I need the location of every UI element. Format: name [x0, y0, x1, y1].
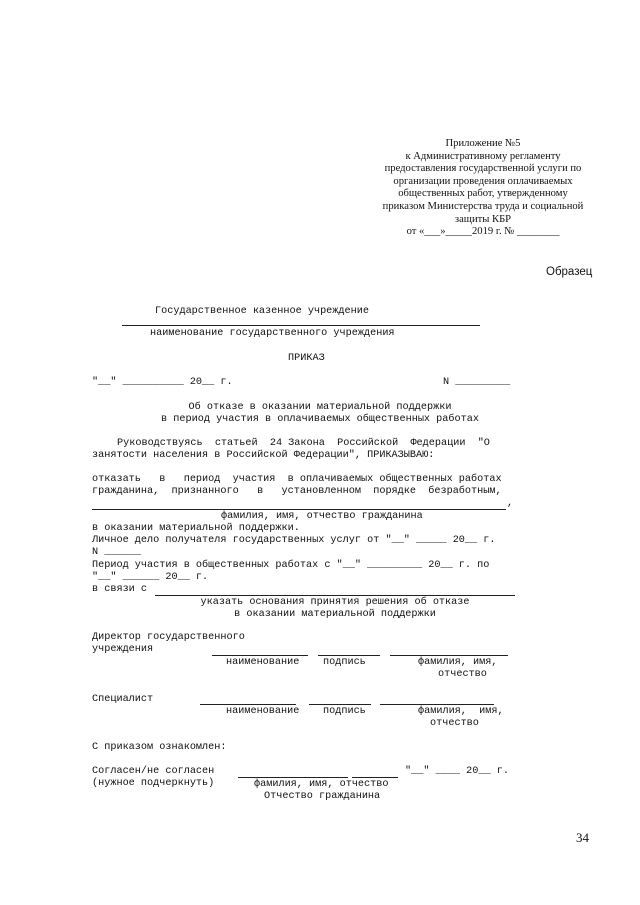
director-caption-name: наименование — [226, 657, 300, 668]
reason-prefix: в связи с — [92, 584, 148, 595]
period-line1: Период участия в общественных работах с "__" _________ 20__ г. по — [92, 560, 490, 571]
institution-name-line — [122, 325, 480, 326]
page-number: 34 — [576, 830, 589, 845]
appendix-line: Приложение №5 — [445, 138, 521, 149]
specialist-fio-line — [380, 704, 494, 705]
fio-comma: , — [507, 498, 514, 509]
institution-caption: наименование государственного учреждения — [150, 328, 395, 339]
appendix-line: к Административному регламенту — [405, 150, 561, 162]
agree-date: "__" ____ 20__ г. — [405, 766, 509, 777]
director-label-line1: Директор государственного — [92, 632, 245, 643]
director-caption-fio2: отчество — [438, 669, 487, 680]
period-line2: "__" ______ 20__ г. — [92, 572, 209, 583]
specialist-caption-signature: подпись — [323, 706, 366, 717]
support-line: в оказании материальной поддержки. — [92, 523, 300, 534]
director-label-line2: учреждения — [92, 644, 154, 655]
director-caption-fio1: фамилия, имя, — [418, 657, 498, 668]
appendix-line: приказом Министерства труда и социальной — [382, 200, 584, 212]
reason-caption2: в оказании материальной поддержки — [234, 609, 436, 620]
specialist-caption-name: наименование — [226, 706, 300, 717]
specialist-name-line — [200, 704, 296, 705]
appendix-line: организации проведения оплачиваемых — [393, 175, 573, 187]
appendix-line: предоставления государственной услуги по — [384, 163, 582, 175]
agree-fio-line — [238, 777, 348, 778]
appendix-block — [358, 138, 608, 239]
order-number: N _________ — [443, 377, 511, 388]
specialist-signature-line — [309, 704, 371, 705]
agree-caption1: фамилия, имя, отчество — [254, 779, 389, 790]
specialist-caption-fio1: фамилия, имя, — [418, 706, 504, 717]
order-title: ПРИКАЗ — [288, 353, 325, 364]
agree-label-line1: Согласен/не согласен — [92, 766, 215, 777]
fio-caption: фамилия, имя, отчество гражданина — [221, 511, 423, 522]
body-line1: отказать в период участия в оплачиваемых общественных работах — [92, 474, 502, 485]
appendix-line: общественных работ, утвержденному — [398, 188, 568, 200]
reason-line — [155, 595, 515, 596]
agree-label-line2: (нужное подчеркнуть) — [92, 778, 215, 789]
reason-caption1: указать основания принятия решения об отказе — [200, 597, 470, 608]
institution-title: Государственное казенное учреждение — [155, 306, 369, 317]
specialist-caption-fio2: отчество — [430, 718, 479, 729]
body-line2: гражданина, признанного в установленном порядке безработным, — [92, 486, 502, 497]
appendix-line: защиты КБР — [454, 213, 512, 225]
director-caption-signature: подпись — [323, 657, 366, 668]
director-fio-line — [390, 655, 508, 656]
case-number: N ______ — [92, 547, 141, 558]
acquainted-label: С приказом ознакомлен: — [92, 742, 227, 753]
preamble-line2: занятости населения в Российской Федерации", ПРИКАЗЫВАЮ: — [92, 450, 435, 461]
director-name-line — [212, 655, 308, 656]
order-date: "__" __________ 20__ г. — [92, 377, 233, 388]
order-subject-line2: в период участия в оплачиваемых общественных работах — [161, 414, 479, 425]
preamble-line1: Руководствуясь статьей 24 Закона Российской Федерации "О — [117, 438, 490, 449]
fio-line — [92, 509, 506, 510]
sample-label: Образец — [546, 266, 593, 278]
case-line: Личное дело получателя государственных услуг от "__" _____ 20__ г. — [92, 535, 496, 546]
agree-signature-line — [352, 777, 398, 778]
director-signature-line — [318, 655, 380, 656]
appendix-line: от «___»_____2019 г. № ________ — [406, 226, 560, 238]
specialist-label: Специалист — [92, 694, 154, 705]
agree-caption2: Отчество гражданина — [264, 791, 381, 802]
order-subject-line1: Об отказе в оказании материальной поддержки — [188, 402, 452, 413]
